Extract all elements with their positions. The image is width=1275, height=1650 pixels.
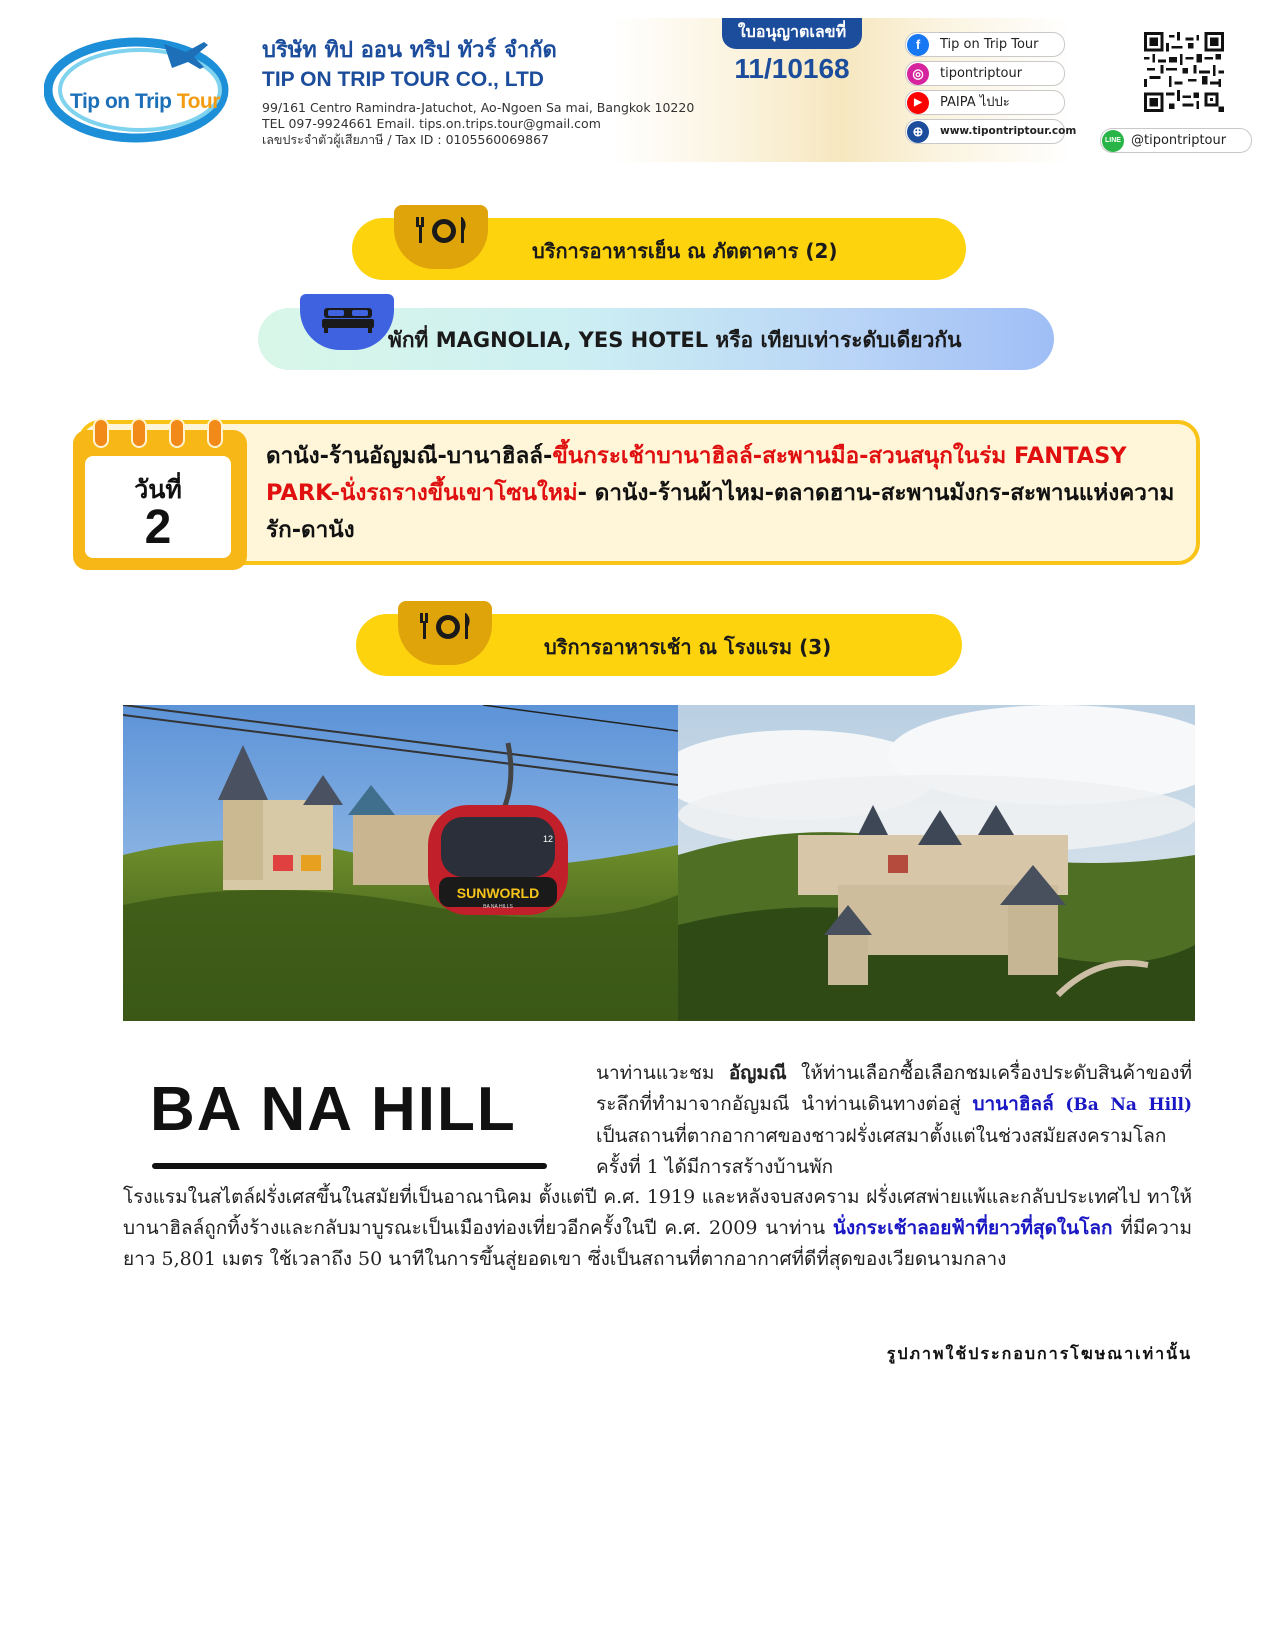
license-number: 11/10168 <box>734 53 850 84</box>
instagram-icon: ◎ <box>907 63 929 85</box>
website-link[interactable]: ⊕ www.tipontriptour.com <box>905 119 1065 144</box>
disclaimer-note: รูปภาพใช้ประกอบการโฆษณาเท่านั้น <box>886 1344 1192 1363</box>
youtube-link[interactable]: ▶ PAIPA ไปปะ <box>905 90 1065 115</box>
cabin-sub: BA NA HILLS <box>483 904 513 910</box>
company-tax-id: เลขประจำตัวผู้เสียภาษี / Tax ID : 0105560069867 <box>262 132 549 147</box>
facebook-icon: f <box>907 34 929 56</box>
photo-castle-aerial <box>678 705 1195 1021</box>
day-label: วันที่ <box>134 475 182 504</box>
license-label: ใบอนุญาตเลขที่ <box>722 18 862 49</box>
youtube-icon: ▶ <box>907 92 929 114</box>
cabin-number: 12 <box>543 834 554 844</box>
calendar-page <box>85 456 231 558</box>
route-part-3: - ดานัง-ร้านผ้าไหม-ตลาดฮาน-สะพานมังกร-สะพานแห่งความรัก-ดานัง <box>266 480 1175 543</box>
bed-icon <box>320 304 376 334</box>
letterhead <box>0 18 1275 162</box>
route-highlight: ขึ้นกระเช้าบานาฮิลล์-สะพานมือ-สวนสนุกในร่ม FANTASY PARK-นั่งรถรางขึ้นเขาโซนใหม่ <box>266 443 1127 506</box>
heading-underline <box>152 1163 547 1169</box>
breakfast-banner-text: บริการอาหารเช้า ณ โรงแรม (3) <box>544 635 832 659</box>
day-route-text <box>266 438 1176 549</box>
cutlery-plate-icon <box>418 611 474 641</box>
cutlery-plate-icon <box>414 215 470 245</box>
cabin-brand: SUNWORLD <box>456 885 540 901</box>
breakfast-icon-tab <box>398 601 492 665</box>
calendar-ring <box>169 418 185 448</box>
dinner-icon-tab <box>394 205 488 269</box>
ba-na-hill-heading: BA NA HILL <box>150 1075 517 1144</box>
calendar-icon <box>73 430 247 570</box>
company-logo <box>44 32 236 144</box>
line-link[interactable]: LINE @tipontriptour <box>1100 128 1252 153</box>
article-intro: นาท่านแวะชม อัญมณี ให้ท่านเลือกซื้อเลือกชมเครื่องประดับสินค้าของที่ระลึกที่ทำมาจากอัญมณี นำท่านเดินทางต่อสู่ บานาฮิลล์ (Ba Na Hill) เป็นสถานที่ตากอากาศของชาวฝรั่งเศสมาตั้งแต่ในช่วงสมัยสงครามโลกครั้งที่ 1 ได้มีการสร้างบ้านพัก <box>596 1062 1192 1178</box>
photo-cable-car <box>123 705 678 1021</box>
company-address: 99/161 Centro Ramindra-Jatuchot, Ao-Ngoen Sa mai, Bangkok 10220 <box>262 100 695 115</box>
facebook-link[interactable]: f Tip on Trip Tour <box>905 32 1065 57</box>
article-body: โรงแรมในสไตล์ฝรั่งเศสขึ้นในสมัยที่เป็นอาณานิคม ตั้งแต่ปี ค.ศ. 1919 และหลังจบสงคราม ฝรั่งเศสพ่ายแพ้และกลับประเทศไป ทาให้บานาฮิลล์ถูกทิ้งร้างและกลับมาบูรณะเป็นเมืองท่องเที่ยวอีกครั้งในปี ค.ศ. 2009 นาท่าน นั่งกระเช้าลอยฟ้าที่ยาวที่สุดในโลก ที่มีความยาว 5,801 เมตร ใช้เวลาถึง 50 นาทีในการขึ้นสู่ยอดเขา ซึ่งเป็นสถานที่ตากอากาศที่ดีที่สุดของเวียดนามกลาง <box>123 1186 1192 1270</box>
day-number: 2 <box>144 501 172 554</box>
calendar-ring <box>131 418 147 448</box>
dinner-banner-text: บริการอาหารเย็น ณ ภัตตาคาร (2) <box>532 239 838 263</box>
qr-code <box>1142 30 1226 114</box>
social-links <box>905 32 1077 148</box>
calendar-ring <box>93 418 109 448</box>
company-info <box>262 36 722 148</box>
hotel-banner-text: พักที่ MAGNOLIA, YES HOTEL หรือ เทียบเท่าระดับเดียวกัน <box>388 328 962 352</box>
line-icon: LINE <box>1102 130 1124 152</box>
license-block <box>712 18 872 85</box>
logo-wordmark: Tip on Trip Tour <box>70 90 220 113</box>
globe-icon: ⊕ <box>907 121 929 143</box>
company-name-english: TIP ON TRIP TOUR CO., LTD <box>262 68 544 91</box>
calendar-ring <box>207 418 223 448</box>
company-name-thai: บริษัท ทิป ออน ทริป ทัวร์ จำกัด <box>262 38 557 63</box>
route-part-1: ดานัง-ร้านอัญมณี-บานาฮิลล์- <box>266 443 553 469</box>
instagram-link[interactable]: ◎ tipontriptour <box>905 61 1065 86</box>
company-contact: TEL 097-9924661 Email. tips.on.trips.tour@gmail.com <box>262 116 601 131</box>
